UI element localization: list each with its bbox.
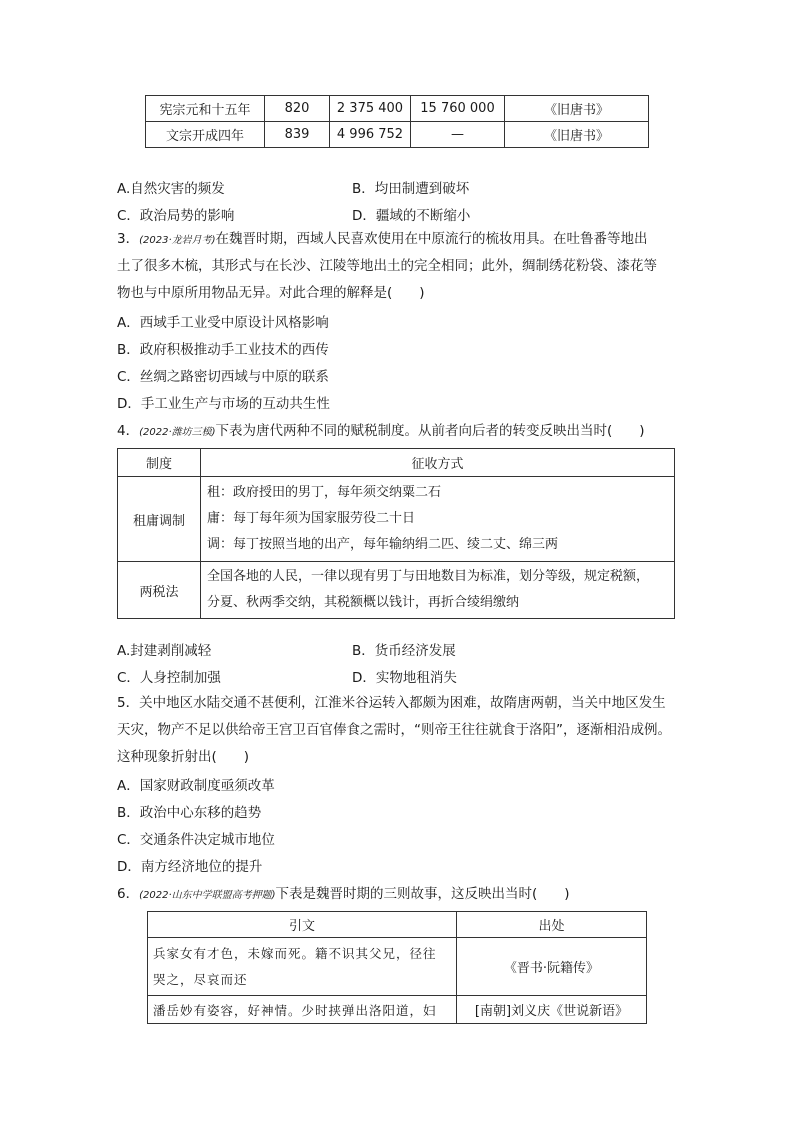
table-row: [146, 122, 649, 148]
cell-line: 全国各地的人民，一律以现有男丁与田地数目为标准，划分等级，规定税额，: [207, 569, 650, 584]
table-cell: [148, 938, 457, 996]
question-3-stem-line: 物也与中原所用物品无异。对此合理的解释是( ): [117, 285, 425, 301]
question-5-stem-line: 天灾，物产不足以供给帝王宫卫百官俸食之需时，“则帝王往往就食于洛阳”，逐渐相沿成例。: [117, 722, 671, 738]
question-6-stem-line: [117, 884, 570, 906]
table-cell: 《旧唐书》: [505, 96, 649, 122]
table-cell: 潘岳妙有姿容，好神情。少时挟弹出洛阳道，妇: [148, 996, 457, 1024]
question-number: 6．: [117, 886, 140, 902]
top-data-table: [145, 95, 649, 148]
option-d: D．疆域的不断缩小: [352, 208, 471, 224]
table-cell: 2 375 400: [330, 96, 411, 122]
table-cell: —: [411, 122, 505, 148]
option-d: D．手工业生产与市场的互动共生性: [117, 396, 330, 412]
option-b: B．货币经济发展: [352, 643, 456, 659]
table-header-cell: 征收方式: [201, 449, 675, 477]
cell-line: 租：政府授田的男丁，每年须交纳粟二石: [207, 485, 442, 500]
table-header-cell: 引文: [148, 912, 457, 938]
table-cell: [201, 477, 675, 562]
question-text: 下表是魏晋时期的三则故事，这反映出当时( ): [275, 886, 570, 902]
option-c: C．政治局势的影响: [117, 208, 235, 224]
question-3-stem-line: [117, 229, 648, 251]
table-cell: 两税法: [118, 562, 201, 619]
question-5-stem-line: 这种现象折射出( ): [117, 749, 250, 765]
option-b: B．政治中心东移的趋势: [117, 805, 262, 821]
table-row: [148, 996, 647, 1024]
question-4-stem-line: [117, 421, 645, 443]
question-text: 在魏晋时期，西域人民喜欢使用在中原流行的梳妆用具。在吐鲁番等地出: [215, 231, 648, 247]
question-source: (2022·潍坊三模): [139, 427, 216, 438]
tax-system-table: [117, 448, 675, 619]
option-c: C．人身控制加强: [117, 670, 221, 686]
table-cell: 租庸调制: [118, 477, 201, 562]
question-text: 下表为唐代两种不同的赋税制度。从前者向后者的转变反映出当时( ): [215, 423, 645, 439]
table-row: [118, 477, 675, 562]
table-cell: 820: [265, 96, 330, 122]
cell-line: 庸：每丁每年须为国家服劳役二十日: [207, 511, 416, 526]
table-row: [146, 96, 649, 122]
option-b: B．政府积极推动手工业技术的西传: [117, 342, 329, 358]
cell-line: 哭之，尽哀而还: [153, 971, 248, 987]
table-cell: 《旧唐书》: [505, 122, 649, 148]
option-a: A.封建剥削减轻: [117, 643, 212, 659]
question-5-stem-line: 5．关中地区水陆交通不甚便利，江淮米谷运转入都颇为困难，故隋唐两朝，当关中地区发生: [117, 695, 666, 711]
question-3-stem-line: 土了很多木梳，其形式与在长沙、江陵等地出土的完全相同；此外，绸制绣花粉袋、漆花等: [117, 258, 657, 274]
table-cell: 839: [265, 122, 330, 148]
option-a: A．国家财政制度亟须改革: [117, 778, 275, 794]
table-header-row: [118, 449, 675, 477]
cell-line: 调：每丁按照当地的出产，每年输纳绢二匹、绫二丈、绵三两: [207, 537, 559, 552]
table-cell: 文宗开成四年: [146, 122, 265, 148]
table-header-cell: 出处: [457, 912, 647, 938]
table-row: [118, 562, 675, 619]
table-cell: 宪宗元和十五年: [146, 96, 265, 122]
option-b: B．均田制遭到破坏: [352, 181, 470, 197]
option-c: C．交通条件决定城市地位: [117, 832, 275, 848]
table-header-row: [148, 912, 647, 938]
cell-line: 兵家女有才色，未嫁而死。籍不识其父兄，径往: [153, 945, 437, 961]
option-d: D．实物地租消失: [352, 670, 457, 686]
option-d: D．南方经济地位的提升: [117, 859, 263, 875]
option-a: A．西域手工业受中原设计风格影响: [117, 315, 329, 331]
cell-line: 分夏、秋两季交纳，其税额概以钱计，再折合绫绢缴纳: [207, 595, 520, 610]
question-source: (2023·龙岩月考): [139, 235, 216, 246]
question-source: (2022·山东中学联盟高考押题): [139, 890, 276, 901]
question-number: 4．: [117, 423, 140, 439]
table-cell: [南朝]刘义庆《世说新语》: [457, 996, 647, 1024]
table-cell: 《晋书·阮籍传》: [457, 938, 647, 996]
table-cell: [201, 562, 675, 619]
option-c: C．丝绸之路密切西域与中原的联系: [117, 369, 329, 385]
table-header-cell: 制度: [118, 449, 201, 477]
table-cell: 4 996 752: [330, 122, 411, 148]
table-cell: 15 760 000: [411, 96, 505, 122]
quotation-table: [147, 911, 647, 1024]
option-a: A.自然灾害的频发: [117, 181, 225, 197]
question-number: 3．: [117, 231, 140, 247]
table-row: [148, 938, 647, 996]
